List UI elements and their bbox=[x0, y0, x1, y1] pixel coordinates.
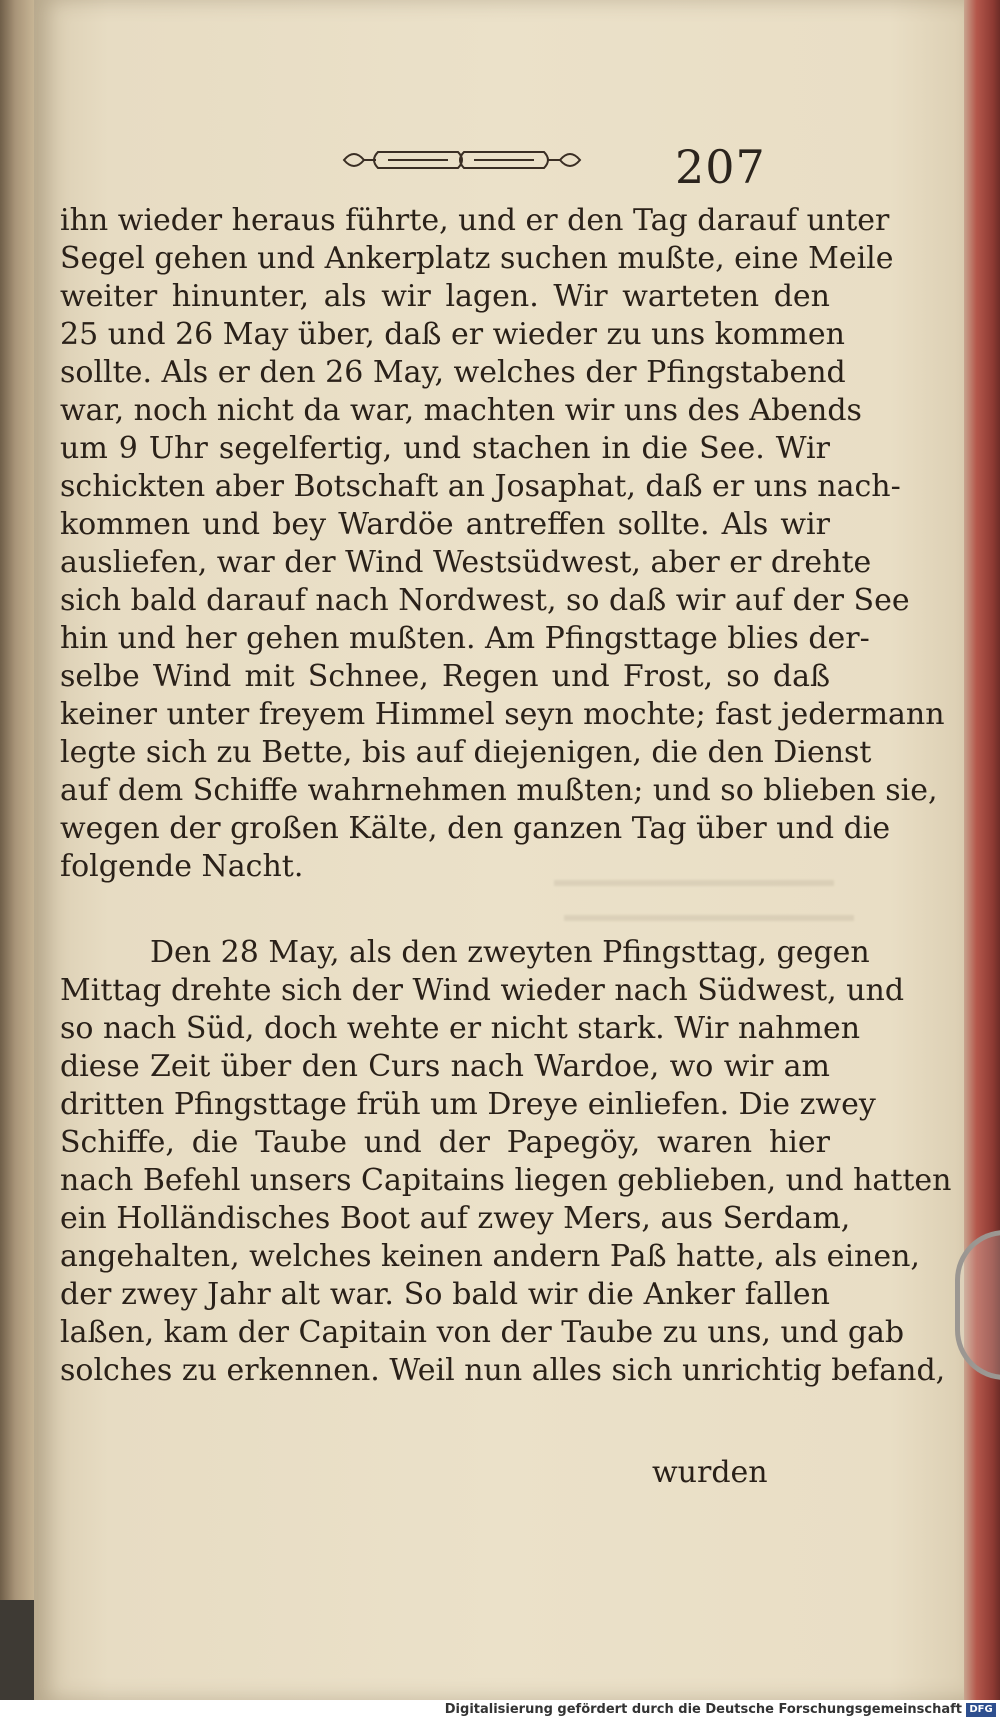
text-line: weiter hinunter, als wir lagen. Wir warteten den bbox=[60, 279, 830, 314]
footer-bar bbox=[0, 1700, 1000, 1721]
catchword: wurden bbox=[652, 1455, 768, 1490]
text-line: keiner unter freyem Himmel seyn mochte; fast jedermann bbox=[60, 697, 945, 732]
page-number: 207 bbox=[675, 140, 766, 194]
text-line: diese Zeit über den Curs nach Wardoe, wo wir am bbox=[60, 1049, 830, 1084]
text-line: laßen, kam der Capitain von der Taube zu uns, und gab bbox=[60, 1315, 905, 1350]
text-line: sollte. Als er den 26 May, welches der Pfingstabend bbox=[60, 355, 846, 390]
text-line: so nach Süd, doch wehte er nicht stark. Wir nahmen bbox=[60, 1011, 861, 1046]
text-line: war, noch nicht da war, machten wir uns des Abends bbox=[60, 393, 862, 428]
text-line: angehalten, welches keinen andern Paß hatte, als einen, bbox=[60, 1239, 920, 1274]
text-line: selbe Wind mit Schnee, Regen und Frost, so daß bbox=[60, 659, 830, 694]
text-line: auf dem Schiffe wahrnehmen mußten; und so blieben sie, bbox=[60, 773, 938, 808]
text-line: 25 und 26 May über, daß er wieder zu uns kommen bbox=[60, 317, 845, 352]
text-line: Mittag drehte sich der Wind wieder nach Südwest, und bbox=[60, 973, 905, 1008]
text-line: folgende Nacht. bbox=[60, 849, 304, 884]
text-line: dritten Pfingsttage früh um Dreye einliefen. Die zwey bbox=[60, 1087, 876, 1122]
text-line: Den 28 May, als den zweyten Pfingsttag, gegen bbox=[150, 935, 870, 970]
text-line: kommen und bey Wardöe antreffen sollte. Als wir bbox=[60, 507, 830, 542]
text-line: Segel gehen und Ankerplatz suchen mußte, eine Meile bbox=[60, 241, 894, 276]
text-line: hin und her gehen mußten. Am Pfingsttage blies der- bbox=[60, 621, 870, 656]
text-line: um 9 Uhr segelfertig, und stachen in die See. Wir bbox=[60, 431, 830, 466]
dfg-logo: DFG bbox=[966, 1703, 996, 1717]
text-line: solches zu erkennen. Weil nun alles sich unrichtig befand, bbox=[60, 1353, 946, 1388]
facing-page-edge bbox=[0, 0, 34, 1600]
text-line: sich bald darauf nach Nordwest, so daß wir auf der See bbox=[60, 583, 910, 618]
text-line: schickten aber Botschaft an Josaphat, daß er uns nach- bbox=[60, 469, 901, 504]
red-page-edge bbox=[964, 0, 1000, 1700]
text-line: der zwey Jahr alt war. So bald wir die Anker fallen bbox=[60, 1277, 830, 1312]
digitization-credit: Digitalisierung gefördert durch die Deutsche Forschungsgemeinschaft bbox=[444, 1702, 962, 1717]
text-line: nach Befehl unsers Capitains liegen geblieben, und hatten bbox=[60, 1163, 952, 1198]
header-ornament bbox=[334, 138, 589, 182]
text-line: ausliefen, war der Wind Westsüdwest, aber er drehte bbox=[60, 545, 872, 580]
text-line: ihn wieder heraus führte, und er den Tag darauf unter bbox=[60, 203, 890, 238]
text-line: wegen der großen Kälte, den ganzen Tag über und die bbox=[60, 811, 891, 846]
text-line: legte sich zu Bette, bis auf diejenigen, die den Dienst bbox=[60, 735, 872, 770]
text-line: Schiffe, die Taube und der Papegöy, waren hier bbox=[60, 1125, 830, 1160]
text-line: ein Holländisches Boot auf zwey Mers, aus Serdam, bbox=[60, 1201, 851, 1236]
